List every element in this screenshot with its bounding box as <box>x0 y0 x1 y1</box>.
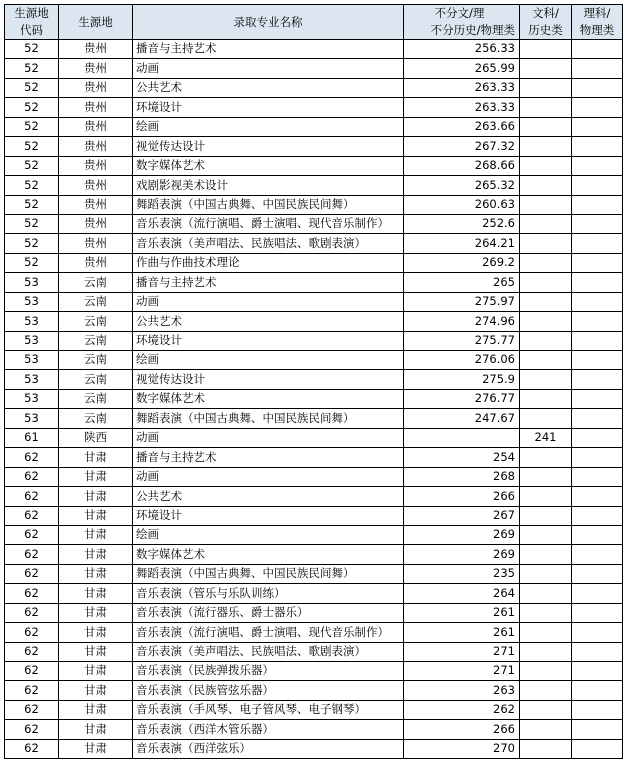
cell-arts-score <box>520 331 572 350</box>
table-row <box>5 720 623 739</box>
cell-combined-score: 265 <box>404 273 520 292</box>
cell-code: 62 <box>5 642 59 661</box>
table-row <box>5 700 623 719</box>
cell-science-score <box>572 487 623 506</box>
header-science-line2: 物理类 <box>579 23 615 37</box>
table-row <box>5 195 623 214</box>
cell-major: 环境设计 <box>133 98 404 117</box>
cell-science-score <box>572 584 623 603</box>
cell-major: 音乐表演（民族管弦乐器） <box>133 681 404 700</box>
cell-combined-score: 263.33 <box>404 98 520 117</box>
cell-region: 云南 <box>59 370 133 389</box>
header-arts-line1: 文科/ <box>532 6 559 20</box>
cell-major: 视觉传达设计 <box>133 370 404 389</box>
cell-arts-score <box>520 59 572 78</box>
header-combined-line2: 不分历史/物理类 <box>430 23 515 37</box>
cell-arts-score <box>520 700 572 719</box>
cell-science-score <box>572 681 623 700</box>
cell-arts-score <box>520 506 572 525</box>
table-row <box>5 389 623 408</box>
cell-code: 62 <box>5 623 59 642</box>
cell-region: 甘肃 <box>59 623 133 642</box>
cell-major: 动画 <box>133 59 404 78</box>
table-row <box>5 370 623 389</box>
table-row <box>5 525 623 544</box>
cell-combined-score: 263 <box>404 681 520 700</box>
cell-combined-score: 275.77 <box>404 331 520 350</box>
cell-combined-score: 269 <box>404 545 520 564</box>
table-row <box>5 409 623 428</box>
cell-code: 62 <box>5 700 59 719</box>
table-row <box>5 662 623 681</box>
cell-arts-score <box>520 253 572 272</box>
cell-region: 贵州 <box>59 176 133 195</box>
cell-combined-score: 262 <box>404 700 520 719</box>
cell-arts-score <box>520 78 572 97</box>
cell-arts-score <box>520 564 572 583</box>
cell-combined-score: 263.66 <box>404 117 520 136</box>
cell-code: 62 <box>5 662 59 681</box>
cell-science-score <box>572 739 623 758</box>
cell-combined-score: 275.97 <box>404 292 520 311</box>
cell-major: 公共艺术 <box>133 487 404 506</box>
cell-major: 绘画 <box>133 351 404 370</box>
cell-arts-score <box>520 98 572 117</box>
cell-science-score <box>572 448 623 467</box>
cell-combined-score: 275.9 <box>404 370 520 389</box>
cell-arts-score <box>520 409 572 428</box>
cell-science-score <box>572 623 623 642</box>
cell-major: 舞蹈表演（中国古典舞、中国民族民间舞） <box>133 409 404 428</box>
cell-code: 62 <box>5 467 59 486</box>
cell-combined-score: 252.6 <box>404 214 520 233</box>
cell-major: 公共艺术 <box>133 312 404 331</box>
cell-major: 舞蹈表演（中国古典舞、中国民族民间舞） <box>133 195 404 214</box>
cell-combined-score: 276.77 <box>404 389 520 408</box>
cell-region: 云南 <box>59 292 133 311</box>
cell-region: 云南 <box>59 409 133 428</box>
table-row <box>5 564 623 583</box>
cell-combined-score: 269 <box>404 525 520 544</box>
cell-region: 甘肃 <box>59 642 133 661</box>
cell-science-score <box>572 253 623 272</box>
cell-major: 舞蹈表演（中国古典舞、中国民族民间舞） <box>133 564 404 583</box>
cell-code: 53 <box>5 292 59 311</box>
cell-region: 甘肃 <box>59 525 133 544</box>
cell-science-score <box>572 40 623 59</box>
cell-region: 甘肃 <box>59 603 133 622</box>
cell-region: 贵州 <box>59 117 133 136</box>
cell-major: 绘画 <box>133 525 404 544</box>
cell-combined-score: 271 <box>404 662 520 681</box>
cell-combined-score: 268.66 <box>404 156 520 175</box>
header-arts-line2: 历史类 <box>528 23 563 37</box>
table-row <box>5 681 623 700</box>
cell-code: 53 <box>5 370 59 389</box>
cell-region: 贵州 <box>59 214 133 233</box>
cell-region: 陕西 <box>59 428 133 447</box>
cell-science-score <box>572 78 623 97</box>
cell-combined-score: 264 <box>404 584 520 603</box>
table-row <box>5 59 623 78</box>
table-row <box>5 273 623 292</box>
header-combined-line1: 不分文/理 <box>434 6 485 20</box>
header-code-line1: 生源地 <box>14 6 49 20</box>
table-row <box>5 234 623 253</box>
cell-science-score <box>572 700 623 719</box>
cell-science-score <box>572 195 623 214</box>
cell-major: 音乐表演（流行器乐、爵士器乐） <box>133 603 404 622</box>
cell-region: 甘肃 <box>59 506 133 525</box>
table-row <box>5 467 623 486</box>
cell-code: 52 <box>5 195 59 214</box>
cell-code: 62 <box>5 681 59 700</box>
cell-major: 环境设计 <box>133 506 404 525</box>
cell-major: 播音与主持艺术 <box>133 273 404 292</box>
header-combined <box>404 5 520 40</box>
table-row <box>5 176 623 195</box>
cell-code: 62 <box>5 603 59 622</box>
cell-code: 53 <box>5 351 59 370</box>
cell-major: 播音与主持艺术 <box>133 448 404 467</box>
cell-combined-score: 264.21 <box>404 234 520 253</box>
cell-major: 音乐表演（流行演唱、爵士演唱、现代音乐制作） <box>133 623 404 642</box>
cell-combined-score: 266 <box>404 487 520 506</box>
cell-code: 52 <box>5 137 59 156</box>
cell-region: 甘肃 <box>59 739 133 758</box>
cell-major: 动画 <box>133 428 404 447</box>
cell-major: 数字媒体艺术 <box>133 545 404 564</box>
cell-region: 甘肃 <box>59 487 133 506</box>
cell-combined-score: 265.99 <box>404 59 520 78</box>
table-row <box>5 78 623 97</box>
cell-combined-score: 261 <box>404 623 520 642</box>
cell-science-score <box>572 428 623 447</box>
cell-arts-score <box>520 642 572 661</box>
cell-science-score <box>572 214 623 233</box>
cell-code: 52 <box>5 117 59 136</box>
cell-science-score <box>572 331 623 350</box>
cell-combined-score: 267.32 <box>404 137 520 156</box>
cell-science-score <box>572 234 623 253</box>
table-row <box>5 487 623 506</box>
cell-arts-score <box>520 370 572 389</box>
cell-combined-score: 268 <box>404 467 520 486</box>
cell-region: 甘肃 <box>59 720 133 739</box>
cell-science-score <box>572 545 623 564</box>
cell-science-score <box>572 564 623 583</box>
cell-combined-score: 254 <box>404 448 520 467</box>
cell-code: 62 <box>5 720 59 739</box>
cell-region: 云南 <box>59 273 133 292</box>
cell-major: 戏剧影视美术设计 <box>133 176 404 195</box>
cell-code: 53 <box>5 409 59 428</box>
table-row <box>5 642 623 661</box>
cell-region: 甘肃 <box>59 584 133 603</box>
header-science-line1: 理科/ <box>583 6 611 20</box>
cell-region: 贵州 <box>59 78 133 97</box>
cell-arts-score <box>520 545 572 564</box>
cell-arts-score <box>520 351 572 370</box>
table-row <box>5 253 623 272</box>
table-row <box>5 351 623 370</box>
cell-code: 52 <box>5 78 59 97</box>
cell-arts-score <box>520 720 572 739</box>
cell-major: 公共艺术 <box>133 78 404 97</box>
cell-science-score <box>572 506 623 525</box>
cell-combined-score: 265.32 <box>404 176 520 195</box>
cell-arts-score <box>520 40 572 59</box>
cell-code: 52 <box>5 156 59 175</box>
cell-science-score <box>572 137 623 156</box>
cell-arts-score <box>520 292 572 311</box>
cell-region: 甘肃 <box>59 700 133 719</box>
cell-major: 动画 <box>133 467 404 486</box>
table-row <box>5 584 623 603</box>
table-row <box>5 331 623 350</box>
cell-arts-score <box>520 487 572 506</box>
cell-combined-score: 269.2 <box>404 253 520 272</box>
cell-region: 甘肃 <box>59 564 133 583</box>
cell-combined-score: 247.67 <box>404 409 520 428</box>
cell-arts-score <box>520 195 572 214</box>
cell-region: 贵州 <box>59 253 133 272</box>
cell-arts-score <box>520 467 572 486</box>
table-body <box>5 40 623 759</box>
cell-science-score <box>572 720 623 739</box>
cell-combined-score: 271 <box>404 642 520 661</box>
cell-code: 52 <box>5 214 59 233</box>
cell-arts-score <box>520 623 572 642</box>
cell-code: 52 <box>5 253 59 272</box>
cell-code: 53 <box>5 331 59 350</box>
cell-science-score <box>572 273 623 292</box>
table-row <box>5 98 623 117</box>
cell-code: 62 <box>5 487 59 506</box>
cell-science-score <box>572 59 623 78</box>
cell-combined-score: 274.96 <box>404 312 520 331</box>
table-row <box>5 292 623 311</box>
cell-combined-score: 261 <box>404 603 520 622</box>
cell-code: 62 <box>5 506 59 525</box>
cell-code: 52 <box>5 98 59 117</box>
cell-major: 数字媒体艺术 <box>133 156 404 175</box>
cell-major: 动画 <box>133 292 404 311</box>
header-science <box>572 5 623 40</box>
cell-arts-score <box>520 448 572 467</box>
cell-science-score <box>572 409 623 428</box>
cell-code: 53 <box>5 312 59 331</box>
cell-arts-score: 241 <box>520 428 572 447</box>
cell-science-score <box>572 389 623 408</box>
cell-code: 62 <box>5 525 59 544</box>
header-region: 生源地 <box>59 5 133 40</box>
cell-science-score <box>572 156 623 175</box>
cell-science-score <box>572 662 623 681</box>
header-code <box>5 5 59 40</box>
cell-combined-score: 260.63 <box>404 195 520 214</box>
table-row <box>5 448 623 467</box>
cell-region: 云南 <box>59 331 133 350</box>
cell-science-score <box>572 642 623 661</box>
cell-code: 62 <box>5 545 59 564</box>
cell-code: 62 <box>5 739 59 758</box>
table-row <box>5 739 623 758</box>
table-row <box>5 312 623 331</box>
cell-arts-score <box>520 234 572 253</box>
table-row <box>5 156 623 175</box>
cell-major: 音乐表演（手风琴、电子管风琴、电子钢琴） <box>133 700 404 719</box>
admission-scores-table <box>4 4 623 759</box>
cell-major: 音乐表演（美声唱法、民族唱法、歌剧表演） <box>133 234 404 253</box>
cell-code: 62 <box>5 448 59 467</box>
cell-arts-score <box>520 739 572 758</box>
cell-major: 数字媒体艺术 <box>133 389 404 408</box>
cell-region: 贵州 <box>59 156 133 175</box>
cell-code: 52 <box>5 40 59 59</box>
cell-region: 云南 <box>59 389 133 408</box>
cell-code: 52 <box>5 234 59 253</box>
cell-arts-score <box>520 117 572 136</box>
cell-science-score <box>572 312 623 331</box>
cell-region: 甘肃 <box>59 662 133 681</box>
cell-region: 云南 <box>59 351 133 370</box>
cell-arts-score <box>520 214 572 233</box>
table-row <box>5 117 623 136</box>
cell-region: 贵州 <box>59 40 133 59</box>
cell-major: 音乐表演（管乐与乐队训练） <box>133 584 404 603</box>
cell-major: 音乐表演（美声唱法、民族唱法、歌剧表演） <box>133 642 404 661</box>
table-row <box>5 506 623 525</box>
cell-arts-score <box>520 156 572 175</box>
cell-combined-score: 256.33 <box>404 40 520 59</box>
cell-arts-score <box>520 273 572 292</box>
cell-major: 播音与主持艺术 <box>133 40 404 59</box>
cell-arts-score <box>520 389 572 408</box>
header-row <box>5 5 623 40</box>
cell-science-score <box>572 603 623 622</box>
cell-code: 52 <box>5 176 59 195</box>
table-row <box>5 137 623 156</box>
cell-science-score <box>572 525 623 544</box>
cell-science-score <box>572 98 623 117</box>
table-row <box>5 603 623 622</box>
cell-region: 甘肃 <box>59 545 133 564</box>
cell-region: 贵州 <box>59 59 133 78</box>
cell-arts-score <box>520 176 572 195</box>
header-code-line2: 代码 <box>20 23 43 37</box>
cell-major: 音乐表演（民族弹拨乐器） <box>133 662 404 681</box>
cell-code: 62 <box>5 584 59 603</box>
cell-combined-score: 263.33 <box>404 78 520 97</box>
cell-major: 绘画 <box>133 117 404 136</box>
cell-combined-score: 235 <box>404 564 520 583</box>
header-major: 录取专业名称 <box>133 5 404 40</box>
cell-region: 甘肃 <box>59 467 133 486</box>
cell-region: 贵州 <box>59 137 133 156</box>
cell-science-score <box>572 370 623 389</box>
cell-region: 贵州 <box>59 98 133 117</box>
cell-science-score <box>572 351 623 370</box>
cell-region: 甘肃 <box>59 681 133 700</box>
cell-arts-score <box>520 603 572 622</box>
cell-science-score <box>572 176 623 195</box>
cell-science-score <box>572 292 623 311</box>
cell-combined-score: 270 <box>404 739 520 758</box>
cell-code: 52 <box>5 59 59 78</box>
cell-science-score <box>572 467 623 486</box>
cell-region: 甘肃 <box>59 448 133 467</box>
table-row <box>5 40 623 59</box>
cell-code: 61 <box>5 428 59 447</box>
cell-region: 贵州 <box>59 234 133 253</box>
cell-arts-score <box>520 525 572 544</box>
cell-region: 贵州 <box>59 195 133 214</box>
cell-combined-score: 266 <box>404 720 520 739</box>
cell-arts-score <box>520 681 572 700</box>
table-row <box>5 623 623 642</box>
cell-major: 作曲与作曲技术理论 <box>133 253 404 272</box>
cell-combined-score: 267 <box>404 506 520 525</box>
cell-region: 云南 <box>59 312 133 331</box>
cell-major: 音乐表演（流行演唱、爵士演唱、现代音乐制作） <box>133 214 404 233</box>
table-row <box>5 214 623 233</box>
cell-combined-score: 276.06 <box>404 351 520 370</box>
cell-major: 环境设计 <box>133 331 404 350</box>
cell-major: 音乐表演（西洋弦乐） <box>133 739 404 758</box>
cell-arts-score <box>520 584 572 603</box>
cell-combined-score <box>404 428 520 447</box>
cell-science-score <box>572 117 623 136</box>
cell-code: 53 <box>5 389 59 408</box>
table-row <box>5 545 623 564</box>
header-arts <box>520 5 572 40</box>
table-row <box>5 428 623 447</box>
cell-code: 62 <box>5 564 59 583</box>
cell-major: 音乐表演（西洋木管乐器） <box>133 720 404 739</box>
cell-arts-score <box>520 662 572 681</box>
cell-code: 53 <box>5 273 59 292</box>
cell-arts-score <box>520 137 572 156</box>
cell-arts-score <box>520 312 572 331</box>
cell-major: 视觉传达设计 <box>133 137 404 156</box>
